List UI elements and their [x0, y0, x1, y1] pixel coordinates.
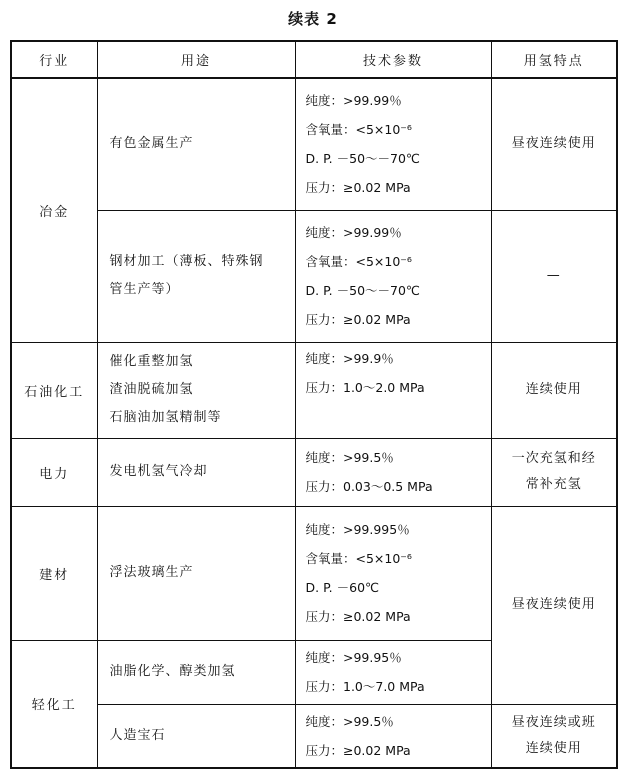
usage-text: 管生产等）	[109, 282, 180, 297]
param-line: 压力：0.03～0.5 MPa	[305, 479, 433, 494]
industry-cell-light: 轻化工	[11, 640, 97, 768]
table-row	[11, 210, 617, 342]
feature-text: 昼夜连续或班	[511, 714, 596, 730]
params-cell	[295, 506, 491, 640]
header-parameters: 技术参数	[295, 41, 491, 78]
params-cell	[295, 342, 491, 438]
param-line: 压力：≥0.02 MPa	[305, 609, 411, 624]
usage-text: 钢材加工（薄板、特殊钢	[109, 254, 264, 269]
feature-text: —	[546, 268, 561, 283]
usage-text: 有色金属生产	[109, 136, 194, 152]
params-cell	[295, 640, 491, 704]
usage-text: 催化重整加氢	[109, 354, 194, 369]
header-feature: 用氢特点	[491, 41, 617, 78]
params-cell	[295, 438, 491, 506]
usage-text: 发电机氢气冷却	[109, 464, 208, 479]
usage-cell	[97, 342, 295, 438]
param-line: D. P. －50～－70℃	[305, 151, 420, 167]
header-usage: 用途	[97, 41, 295, 78]
param-line: D. P. －50～－70℃	[305, 283, 420, 298]
usage-text: 油脂化学、醇类加氢	[109, 664, 236, 679]
table-row	[11, 78, 617, 210]
usage-text: 浮法玻璃生产	[109, 565, 194, 580]
param-line: 纯度：>99.95％	[305, 650, 402, 665]
param-line: 含氧量：<5×10⁻⁶	[305, 122, 412, 138]
header-industry: 行业	[11, 41, 97, 78]
param-line: 纯度：>99.99％	[305, 93, 402, 109]
param-line: 压力：1.0～7.0 MPa	[305, 679, 425, 694]
industry-cell-building: 建材	[11, 506, 97, 640]
feature-cell	[491, 78, 617, 210]
param-line: 含氧量：<5×10⁻⁶	[305, 254, 412, 269]
feature-cell	[491, 704, 617, 768]
param-line: 压力：≥0.02 MPa	[305, 742, 411, 758]
industry-cell-metallurgy: 冶金	[11, 78, 97, 342]
table-row	[11, 704, 617, 768]
param-line: 压力：1.0～2.0 MPa	[305, 379, 425, 395]
usage-cell	[97, 506, 295, 640]
feature-text: 昼夜连续使用	[511, 136, 596, 152]
param-line: 纯度：>99.99％	[305, 225, 402, 240]
usage-cell	[97, 78, 295, 210]
params-cell	[295, 210, 491, 342]
feature-cell	[491, 506, 617, 704]
table-caption: 续表 2	[288, 10, 338, 28]
usage-cell	[97, 704, 295, 768]
hydrogen-usage-table	[10, 40, 618, 769]
table-row	[11, 506, 617, 640]
industry-cell-petrochem: 石油化工	[11, 342, 97, 438]
param-line: 纯度：>99.5％	[305, 713, 394, 729]
industry-cell-power: 电力	[11, 438, 97, 506]
feature-text: 连续使用	[525, 740, 582, 756]
feature-cell	[491, 210, 617, 342]
feature-cell	[491, 438, 617, 506]
param-line: 含氧量：<5×10⁻⁶	[305, 551, 412, 566]
param-line: 压力：≥0.02 MPa	[305, 180, 411, 196]
param-line: 纯度：>99.9％	[305, 350, 394, 366]
param-line: 纯度：>99.995％	[305, 522, 410, 537]
usage-text: 渣油脱硫加氢	[109, 382, 194, 397]
usage-cell	[97, 210, 295, 342]
feature-text: 常补充氢	[525, 477, 582, 492]
param-line: 压力：≥0.02 MPa	[305, 312, 411, 327]
feature-cell	[491, 342, 617, 438]
usage-text: 人造宝石	[109, 727, 166, 743]
feature-text: 昼夜连续使用	[511, 597, 596, 612]
table-row	[11, 438, 617, 506]
usage-cell	[97, 438, 295, 506]
params-cell	[295, 78, 491, 210]
params-cell	[295, 704, 491, 768]
param-line: D. P. －60℃	[305, 580, 380, 595]
usage-text: 石脑油加氢精制等	[109, 410, 222, 425]
feature-text: 连续使用	[525, 382, 582, 397]
header-row	[11, 41, 617, 78]
table-row	[11, 342, 617, 438]
feature-text: 一次充氢和经	[511, 451, 596, 466]
usage-cell	[97, 640, 295, 704]
param-line: 纯度：>99.5％	[305, 450, 394, 465]
